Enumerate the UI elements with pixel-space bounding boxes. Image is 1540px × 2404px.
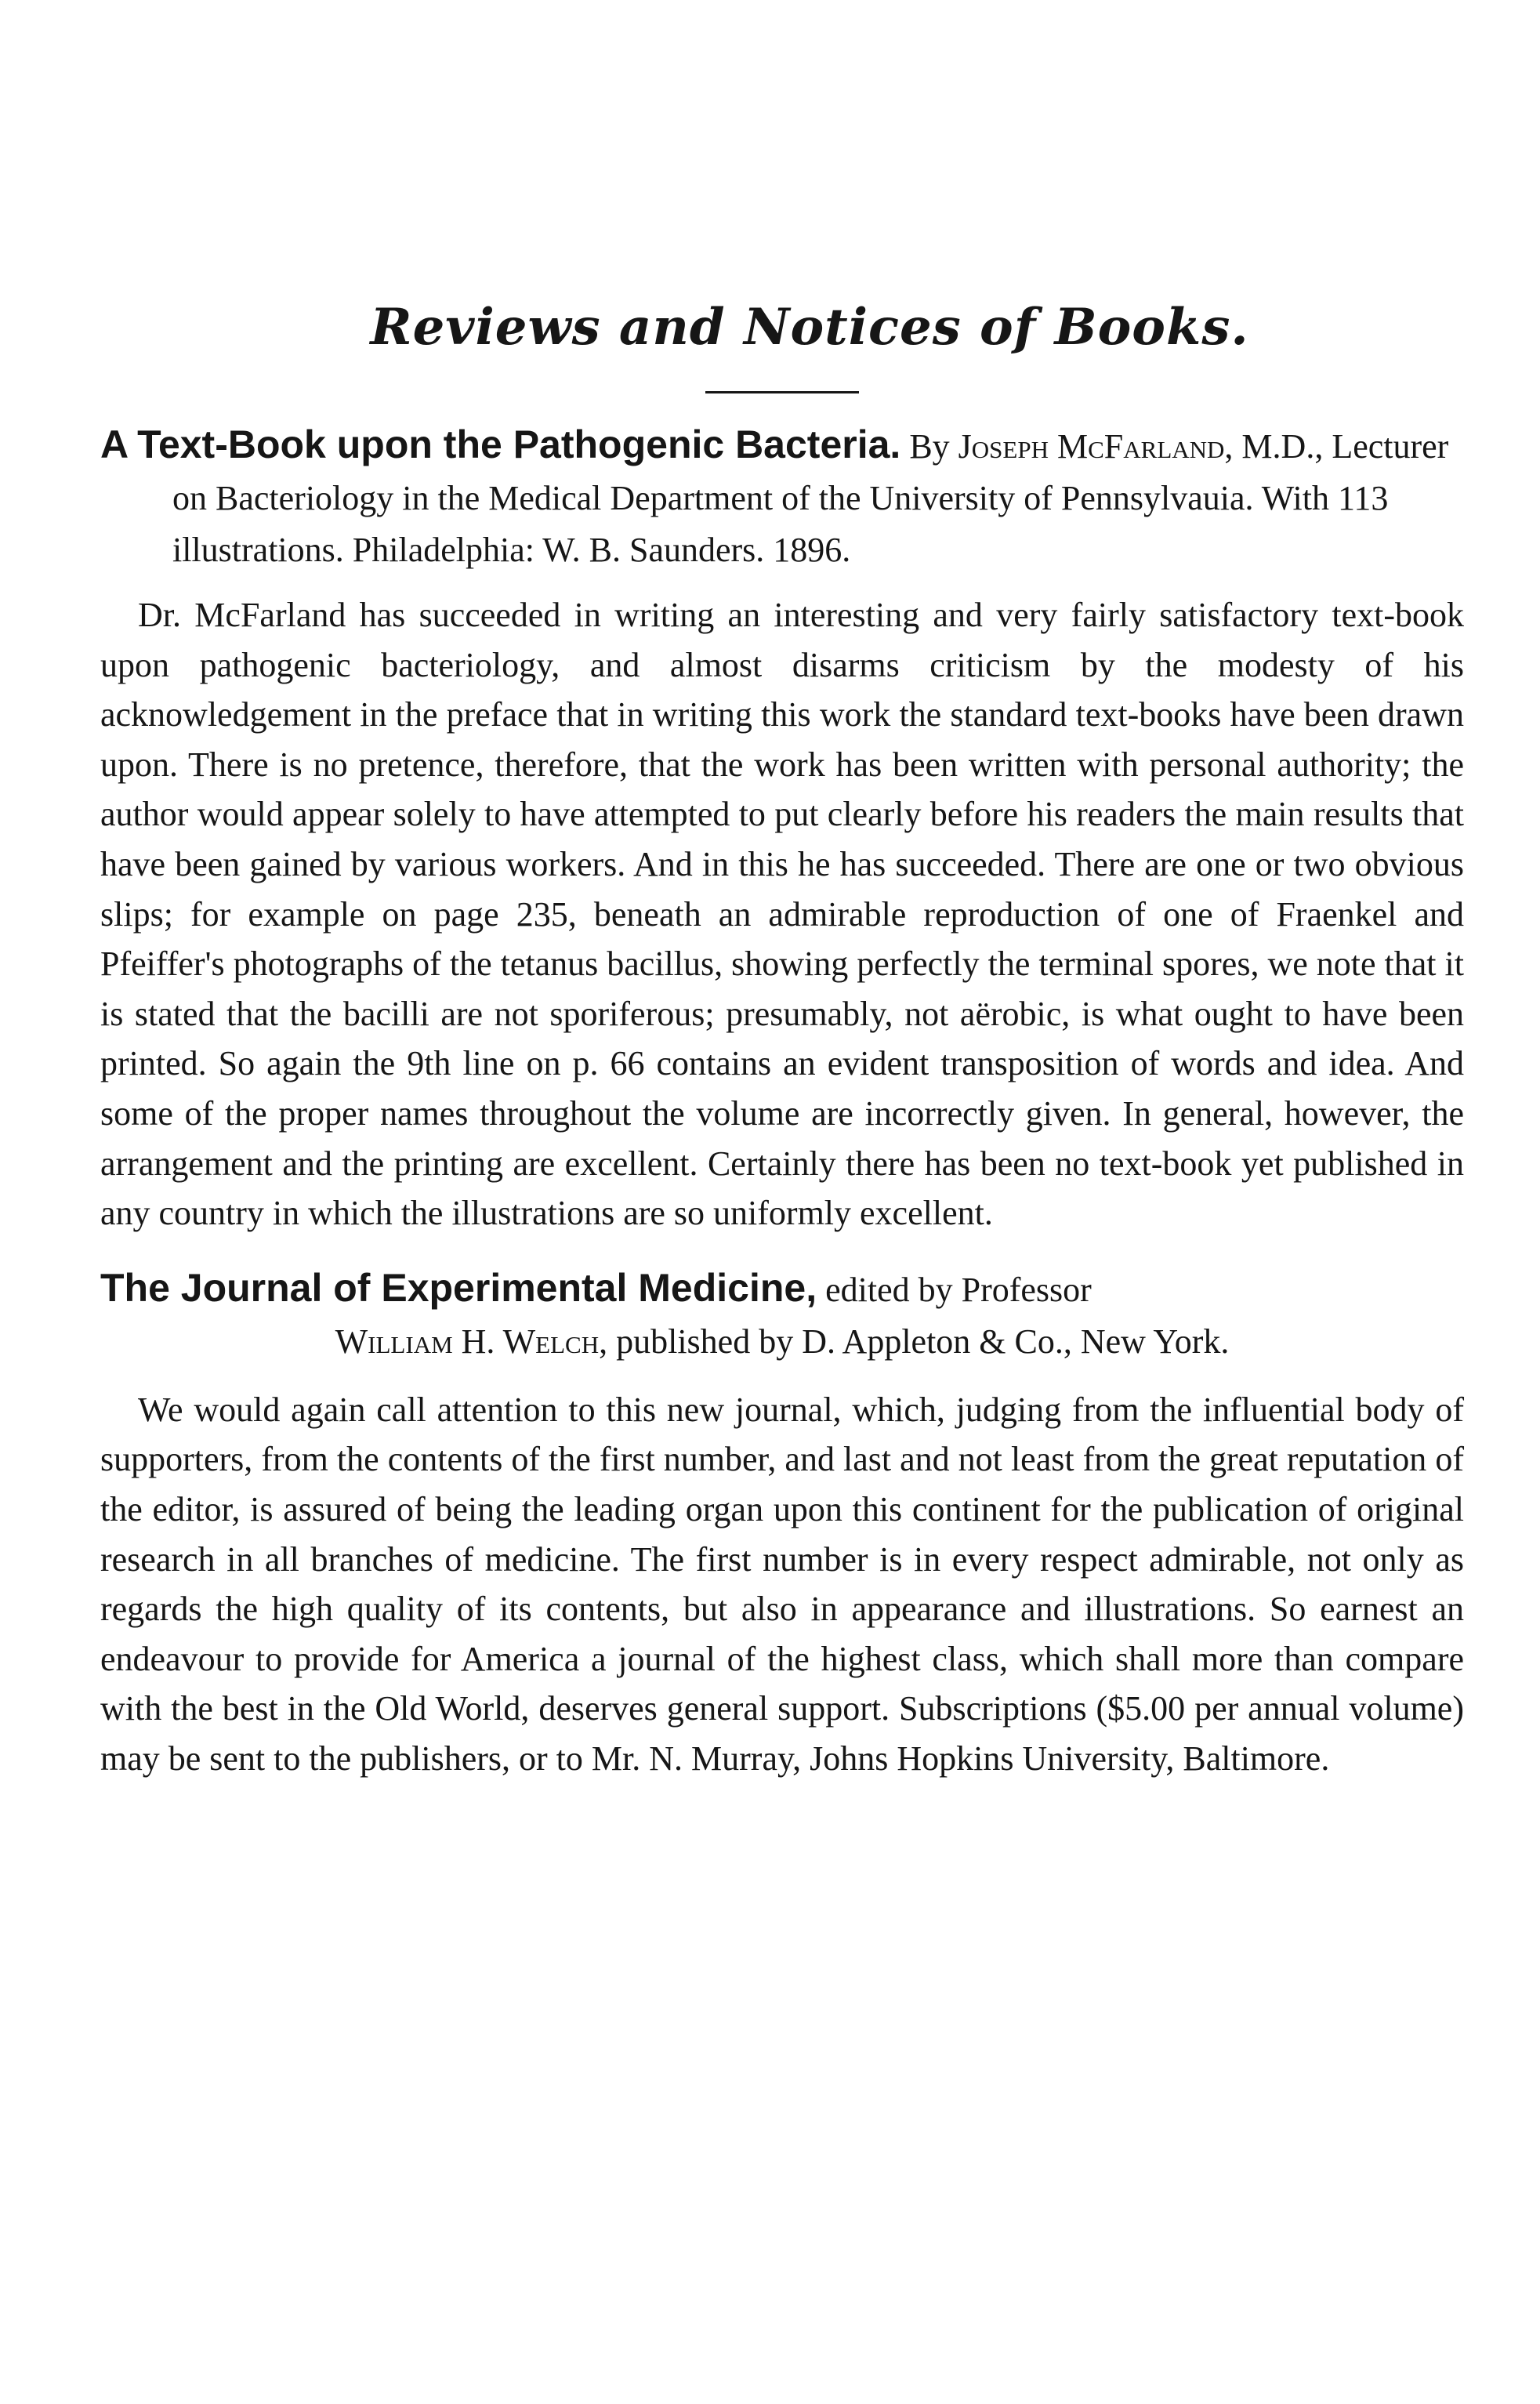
review-1-author: Joseph McFarland [958,427,1225,466]
review-2-title: The Journal of Experimental Medicine, [100,1265,817,1310]
review-1-prefix: A [100,422,129,466]
review-2-editor: William H. Welch [335,1322,600,1361]
heading-rule [705,391,859,393]
review-1-details: , M.D., Lecturer on Bacteriology in the Medical Department of the University of Pennsylvauia. With 113 illustrations. Philadelphia: W. B. Saunders. 1896. [172,427,1449,569]
review-1-title: Text-Book upon the Pathogenic Bacteria. [137,422,901,466]
review-2-line2 [100,1316,1464,1368]
review-1-body: Dr. McFarland has succeeded in writing an interesting and very fairly satisfactory text-book upon pathogenic bacteriology, and almost disarms criticism by the modesty of his acknowledgement in the preface that in writing this work the standard text-books have been drawn upon. There is no pretence, therefore, that the work has been written with personal authority; the author would appear solely to have attempted to put clearly before his readers the main results that have been gained by various workers. And in this he has succeeded. There are one or two obvious slips; for example on page 235, beneath an admirable reproduction of one of Fraenkel and Pfeiffer's photographs of the tetanus bacillus, showing perfectly the terminal spores, we note that it is stated that the bacilli are not sporiferous; presumably, not aërobic, is what ought to have been printed. So again the 9th line on p. 66 contains an evident transposition of words and idea. And some of the proper names throughout the volume are incorrectly given. In general, however, the arrangement and the printing are excellent. Certainly there has been no text-book yet published in any country in which the illustrations are so uniformly excellent. [100,596,1464,1233]
review-2-publisher: , published by D. Appleton & Co., New York. [599,1322,1230,1361]
review-1-by: By [909,427,950,466]
review-1-citation [100,419,1464,576]
section-heading: Reviews and Notices of Books. [370,298,1249,357]
review-2-body: We would again call attention to this new journal, which, judging from the influential body of supporters, from the contents of the first number, and last and not least from the great reputation of the editor, is assured of being the leading organ upon this continent for the publication of original research in all branches of medicine. The first number is in every respect admirable, not only as regards the high quality of its contents, but also in appearance and illustrations. So earnest an endeavour to provide for America a journal of the highest class, which shall more than compare with the best in the Old World, deserves general support. Subscriptions ($5.00 per annual volume) may be sent to the publishers, or to Mr. N. Murray, Johns Hopkins University, Baltimore. [100,1390,1464,1778]
review-2-edited-by: edited by Professor [825,1270,1092,1309]
review-2-citation [100,1262,1464,1368]
page [100,298,1464,1783]
